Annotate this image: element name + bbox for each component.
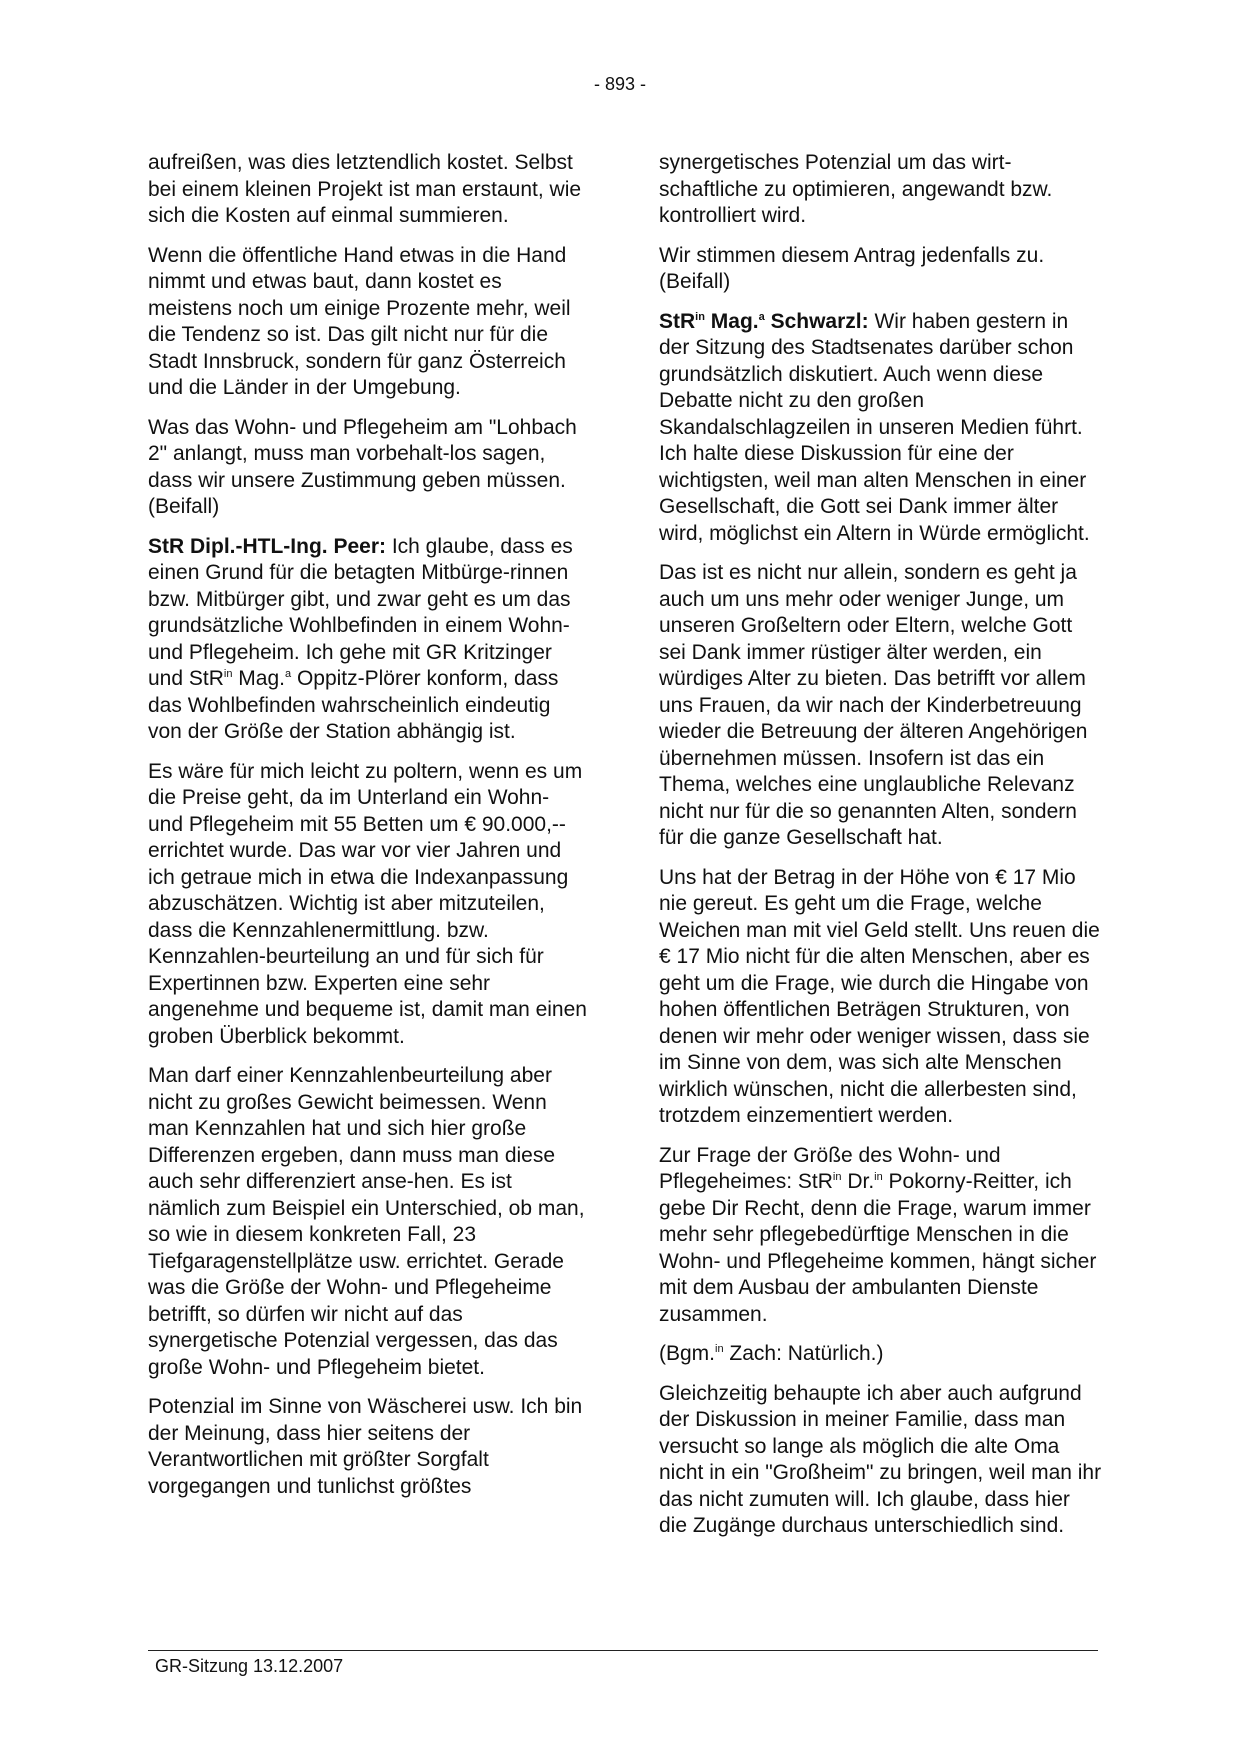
right-column xyxy=(659,150,1103,1553)
text-run: Man darf einer Kennzahlenbeurteilung aber nicht zu großes Gewicht beimessen. Wenn man Kennzahlen hat und sich hier große Differenzen ergeben, dann muss man diese auch sehr differenziert anse-hen. Es ist nämlich zum Beispiel ein Unterschied, ob man, so wie in diesem konkreten Fall, 23 Tiefgaragenstellplätze usw. errichtet. Gerade was die Größe der Wohn- und Pflegeheime betrifft, so dürfen wir nicht auf das synergetische Potenzial vergessen, das das große Wohn- und Pflegeheim bietet. xyxy=(148,1064,585,1379)
text-run: Was das Wohn- und Pflegeheim am "Lohbach 2" anlangt, muss man vorbehalt-los sagen, dass wir unsere Zustimmung geben müssen. (Beifall) xyxy=(148,415,577,518)
paragraph xyxy=(148,243,588,402)
text-run: Potenzial im Sinne von Wäscherei usw. Ich bin der Meinung, dass hier seitens der Verantwortlichen mit größter Sorgfalt vorgegangen und tunlichst größtes xyxy=(148,1395,583,1498)
paragraph xyxy=(148,150,588,230)
text-run: synergetisches Potenzial um das wirt-schaftliche zu optimieren, angewandt bzw. kontrolliert wird. xyxy=(659,151,1053,227)
text-run: Ich glaube, dass es einen Grund für die betagten Mitbürge-rinnen bzw. Mitbürger gibt, und zwar geht es um das grundsätzliche Wohlbefinden in einem Wohn- und Pflegeheim. Ich gehe mit GR Kritzinger und StR xyxy=(148,534,573,690)
text-run: Zur Frage der Größe des Wohn- und Pflegeheimes: StR xyxy=(659,1143,1001,1193)
speaker-name: in xyxy=(695,310,705,323)
superscript: in xyxy=(715,1343,724,1355)
paragraph xyxy=(659,1341,1103,1368)
paragraph xyxy=(659,243,1103,296)
paragraph xyxy=(659,1143,1103,1329)
paragraph xyxy=(659,1381,1103,1540)
superscript: a xyxy=(284,668,292,680)
paragraph xyxy=(659,865,1103,1130)
text-run: aufreißen, was dies letztendlich kostet. Selbst bei einem kleinen Projekt ist man erstaunt, wie sich die Kosten auf einmal summieren. xyxy=(148,151,582,227)
text-run: (Bgm. xyxy=(659,1342,716,1365)
paragraph xyxy=(659,560,1103,852)
text-run: Dr. xyxy=(841,1170,875,1193)
text-run: Wir haben gestern in der Sitzung des Stadtsenates darüber schon grundsätzlich diskutiert. Auch wenn diese Debatte nicht zu den großen Skandalschlagzeilen in unseren Medien führt. Ich halte diese Diskussion für eine der wichtigsten, weil man alten Menschen in einer Gesellschaft, die Gott sei Dank immer älter wird, möglichst ein Altern in Würde ermöglicht. xyxy=(659,309,1090,545)
paragraph xyxy=(659,150,1103,230)
speaker-name: StR xyxy=(659,309,696,333)
page-number: - 893 - xyxy=(593,74,647,94)
paragraph xyxy=(659,309,1103,548)
superscript: in xyxy=(874,1171,883,1183)
left-column xyxy=(148,150,588,1513)
text-run: Oppitz-Plörer konform, dass das Wohlbefinden wahrscheinlich eindeutig von der Größe der Station abhängig ist. xyxy=(148,667,559,743)
speaker-name: Mag. xyxy=(704,309,759,333)
text-run: Uns hat der Betrag in der Höhe von € 17 Mio nie gereut. Es geht um die Frage, welche Weichen man mit viel Geld stellt. Uns reuen die € 17 Mio nicht für die alten Menschen, aber es geht um die Frage, wie durch die Hingabe von hohen öffentlichen Beträgen Strukturen, von denen wir mehr oder weniger wissen, dass sie im Sinne von dem, was sich alte Menschen wirklich wünschen, nicht die allerbesten sind, trotzdem einzementiert werden. xyxy=(659,865,1100,1127)
text-run: Wenn die öffentliche Hand etwas in die Hand nimmt und etwas baut, dann kostet es meistens noch um einige Prozente mehr, weil die Tendenz so ist. Das gilt nicht nur für die Stadt Innsbruck, sondern für ganz Österreich und die Länder in der Umgebung. xyxy=(148,243,571,399)
superscript: in xyxy=(223,668,233,680)
paragraph xyxy=(148,759,588,1051)
text-run: Das ist es nicht nur allein, sondern es geht ja auch um uns mehr oder weniger Junge, um unseren Großeltern oder Eltern, welche Gott sei Dank immer rüstiger älter werden, ein würdiges Alter zu bieten. Das betrifft vor allem uns Frauen, da wir nach der Kinderbetreuung wieder die Betreuung der älteren Angehörigen übernehmen müssen. Insofern ist das ein Thema, welches eine unglaubliche Relevanz nicht nur für die so genannten Alten, sondern für die ganze Gesellschaft hat. xyxy=(659,561,1088,849)
paragraph xyxy=(148,534,588,746)
speaker-name: a xyxy=(758,310,765,323)
footer-session-date: GR-Sitzung 13.12.2007 xyxy=(155,1656,344,1676)
superscript: in xyxy=(832,1171,842,1183)
text-run: Es wäre für mich leicht zu poltern, wenn es um die Preise geht, da im Unterland ein Wohn- und Pflegeheim mit 55 Betten um € 90.000,-- errichtet wurde. Das war vor vier Jahren und ich getraue mich in etwa die Indexanpassung abzuschätzen. Wichtig ist aber mitzuteilen, dass die Kennzahlenermittlung. bzw. Kennzahlen-beurteilung an und für sich für Expertinnen bzw. Experten eine sehr angenehme und bequeme ist, damit man einen groben Überblick bekommt. xyxy=(148,759,587,1048)
text-run: Wir stimmen diesem Antrag jedenfalls zu. (Beifall) xyxy=(659,243,1045,293)
speaker-name: StR Dipl.-HTL-Ing. Peer: xyxy=(148,534,386,558)
text-run: Pokorny-Reitter, ich gebe Dir Recht, denn die Frage, warum immer mehr sehr pflegebedürftige Menschen in die Wohn- und Pflegeheime kommen, hängt sicher mit dem Ausbau der ambulanten Dienste zusammen. xyxy=(659,1170,1097,1326)
footer-divider xyxy=(148,1650,1098,1651)
paragraph xyxy=(148,1394,588,1500)
speaker-name: Schwarzl: xyxy=(764,309,869,333)
text-run: Mag. xyxy=(232,667,285,690)
paragraph xyxy=(148,1063,588,1381)
text-run: Zach: Natürlich.) xyxy=(723,1342,884,1365)
text-run: Gleichzeitig behaupte ich aber auch aufgrund der Diskussion in meiner Familie, dass man versucht so lange als möglich die alte Oma nicht in ein "Großheim" zu bringen, weil man ihr das nicht zumuten will. Ich glaube, dass hier die Zugänge durchaus unterschiedlich sind. xyxy=(659,1381,1102,1537)
paragraph xyxy=(148,415,588,521)
